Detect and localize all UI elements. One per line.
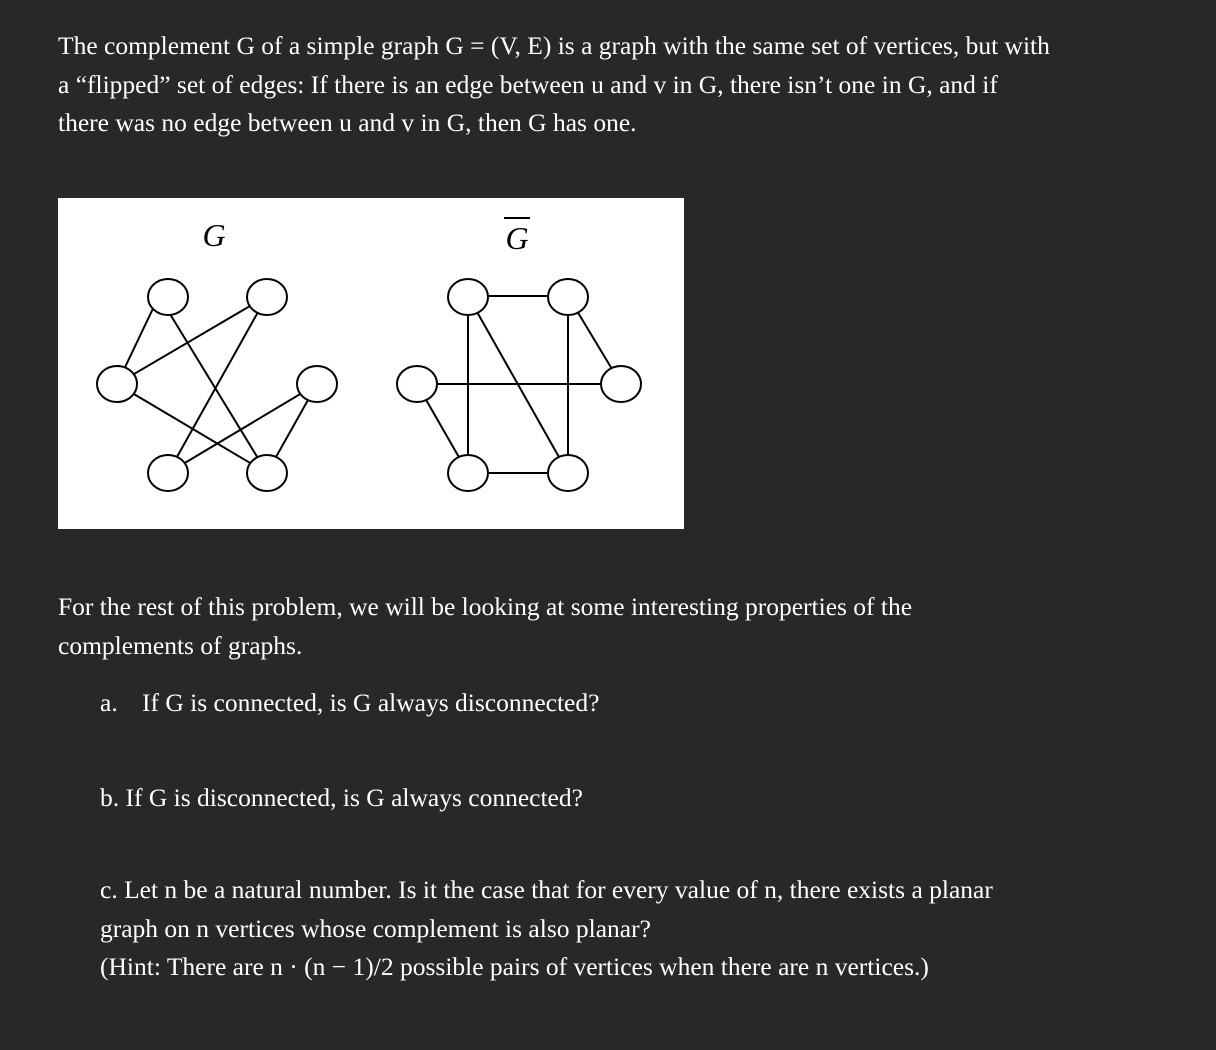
gbar-vertex (548, 279, 588, 315)
graph-g-edges (117, 296, 317, 473)
gbar-vertex (601, 366, 641, 402)
g-vertex (148, 455, 188, 491)
question-a (100, 684, 1180, 723)
g-vertex (97, 366, 137, 402)
intro-line-1: The complement G of a simple graph G = (V, E) is a graph with the same set of vertices, but with (58, 31, 1050, 60)
question-c-line-1: c. Let n be a natural number. Is it the case that for every value of n, there exists a planar (100, 875, 993, 904)
gbar-vertex (448, 279, 488, 315)
rest-line-2: complements of graphs. (58, 630, 303, 660)
gbar-vertex (448, 455, 488, 491)
g-vertex (247, 279, 287, 315)
g-edge (168, 296, 267, 473)
graph-g-complement-edges (417, 296, 621, 473)
label-g-complement: G (505, 220, 529, 256)
intro-line-3: there was no edge between u and v in G, then G has one. (58, 108, 637, 137)
question-b-text: b. If G is disconnected, is G always connected? (100, 783, 583, 812)
graph-diagram (58, 198, 684, 529)
question-b (100, 779, 1180, 818)
question-c-line-2: graph on n vertices whose complement is also planar? (100, 913, 651, 943)
g-vertex (247, 455, 287, 491)
question-c-hint: (Hint: There are n · (n − 1)/2 possible pairs of vertices when there are n vertices.) (100, 952, 929, 981)
g-vertex (297, 366, 337, 402)
graph-complement-figure (58, 198, 684, 529)
question-a-label: a. (100, 688, 118, 717)
rest-line-1: For the rest of this problem, we will be looking at some interesting properties of the (58, 592, 913, 621)
gbar-vertex (397, 366, 437, 402)
intro-paragraph (58, 27, 1178, 143)
g-vertex (148, 279, 188, 315)
rest-paragraph (58, 588, 1158, 665)
label-g: G (202, 217, 226, 253)
question-a-text: If G is connected, is G always disconnected? (142, 688, 600, 717)
question-c (100, 871, 1180, 987)
gbar-vertex (548, 455, 588, 491)
intro-line-2: a “flipped” set of edges: If there is an edge between u and v in G, there isn’t one in G, and if (58, 69, 998, 99)
g-edge (117, 296, 267, 384)
